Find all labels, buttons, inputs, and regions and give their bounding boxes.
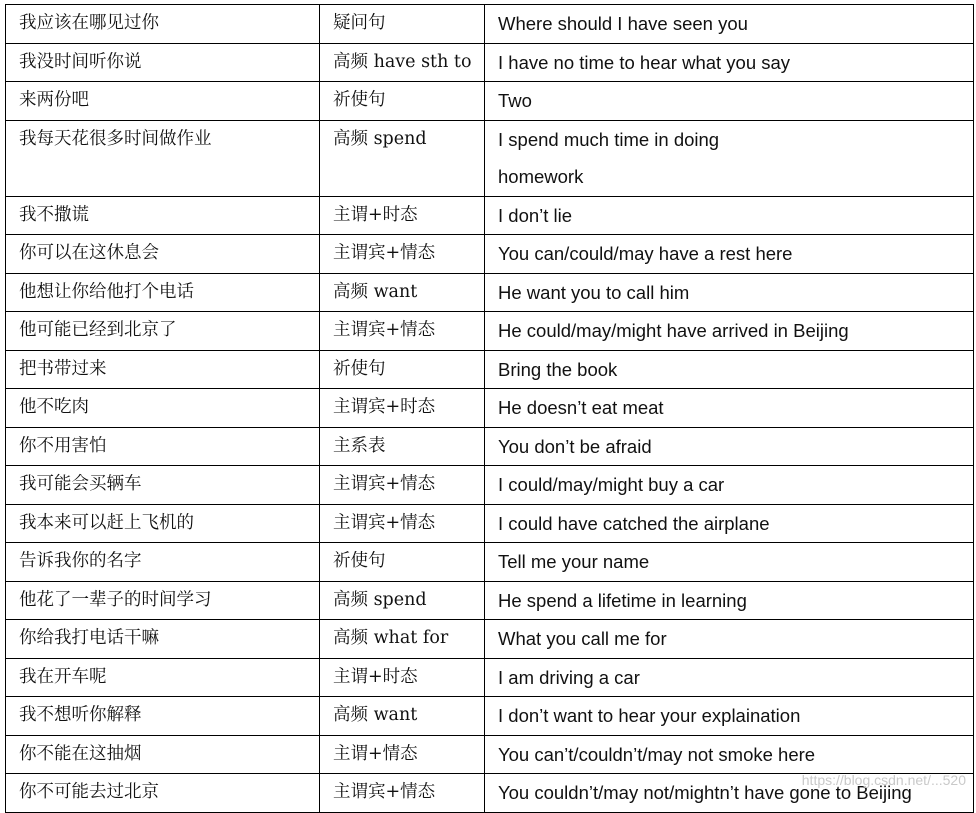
english-sentence-cell: He doesn’t eat meat xyxy=(485,389,974,428)
pattern-cell: 主谓宾+情态 xyxy=(320,774,485,813)
table-row xyxy=(6,581,974,620)
pattern-cell: 疑问句 xyxy=(320,5,485,44)
pattern-cell: 高频 spend xyxy=(320,581,485,620)
chinese-sentence-cell: 我没时间听你说 xyxy=(6,43,320,82)
english-sentence-cell: Bring the book xyxy=(485,350,974,389)
english-sentence-cell: I could have catched the airplane xyxy=(485,504,974,543)
chinese-sentence-cell: 你可以在这休息会 xyxy=(6,235,320,274)
pattern-cell: 主谓宾+情态 xyxy=(320,235,485,274)
chinese-sentence-cell: 我可能会买辆车 xyxy=(6,466,320,505)
table-row xyxy=(6,620,974,659)
table-row xyxy=(6,697,974,736)
english-sentence-cell: I don’t want to hear your explaination xyxy=(485,697,974,736)
chinese-sentence-cell: 他想让你给他打个电话 xyxy=(6,273,320,312)
chinese-sentence-cell: 我每天花很多时间做作业 xyxy=(6,120,320,196)
pattern-cell: 主谓宾+情态 xyxy=(320,312,485,351)
pattern-cell: 高频 what for xyxy=(320,620,485,659)
pattern-cell: 高频 want xyxy=(320,273,485,312)
pattern-cell: 祈使句 xyxy=(320,82,485,121)
english-sentence-cell: You can/could/may have a rest here xyxy=(485,235,974,274)
english-sentence-cell: You don’t be afraid xyxy=(485,427,974,466)
table-row xyxy=(6,504,974,543)
chinese-sentence-cell: 我不想听你解释 xyxy=(6,697,320,736)
chinese-sentence-cell: 你不可能去过北京 xyxy=(6,774,320,813)
chinese-sentence-cell: 你给我打电话干嘛 xyxy=(6,620,320,659)
table-row xyxy=(6,196,974,235)
pattern-cell: 主谓宾+时态 xyxy=(320,389,485,428)
table-row xyxy=(6,735,974,774)
pattern-cell: 主谓宾+情态 xyxy=(320,466,485,505)
english-sentence-cell: Tell me your name xyxy=(485,543,974,582)
table-row xyxy=(6,658,974,697)
chinese-sentence-cell: 告诉我你的名字 xyxy=(6,543,320,582)
table-row xyxy=(6,312,974,351)
english-sentence-cell: He could/may/might have arrived in Beijing xyxy=(485,312,974,351)
chinese-sentence-cell: 我本来可以赶上飞机的 xyxy=(6,504,320,543)
table-row xyxy=(6,427,974,466)
english-sentence-cell xyxy=(485,120,974,196)
chinese-sentence-cell: 我不撒谎 xyxy=(6,196,320,235)
english-sentence-cell: I am driving a car xyxy=(485,658,974,697)
table-row xyxy=(6,273,974,312)
table-row xyxy=(6,82,974,121)
chinese-sentence-cell: 他可能已经到北京了 xyxy=(6,312,320,351)
pattern-cell: 祈使句 xyxy=(320,350,485,389)
chinese-sentence-cell: 我应该在哪见过你 xyxy=(6,5,320,44)
chinese-sentence-cell: 你不能在这抽烟 xyxy=(6,735,320,774)
english-sentence-cell: You can’t/couldn’t/may not smoke here xyxy=(485,735,974,774)
table-row xyxy=(6,466,974,505)
pattern-cell: 主谓宾+情态 xyxy=(320,504,485,543)
chinese-sentence-cell: 把书带过来 xyxy=(6,350,320,389)
table-row xyxy=(6,5,974,44)
english-sentence-cell: I don’t lie xyxy=(485,196,974,235)
pattern-cell: 主谓+情态 xyxy=(320,735,485,774)
pattern-cell: 主系表 xyxy=(320,427,485,466)
table-row xyxy=(6,543,974,582)
sentence-table-body xyxy=(6,5,974,813)
english-sentence-cell: He spend a lifetime in learning xyxy=(485,581,974,620)
sentence-table xyxy=(5,4,974,813)
english-sentence-cell: Where should I have seen you xyxy=(485,5,974,44)
chinese-sentence-cell: 你不用害怕 xyxy=(6,427,320,466)
chinese-sentence-cell: 我在开车呢 xyxy=(6,658,320,697)
pattern-cell: 祈使句 xyxy=(320,543,485,582)
pattern-cell: 高频 spend xyxy=(320,120,485,196)
english-sentence-line: homework xyxy=(498,166,584,187)
pattern-cell: 高频 want xyxy=(320,697,485,736)
pattern-cell: 主谓+时态 xyxy=(320,196,485,235)
table-row xyxy=(6,43,974,82)
table-row xyxy=(6,350,974,389)
watermark: https://blog.csdn.net/...520 xyxy=(801,772,966,788)
english-sentence-cell: He want you to call him xyxy=(485,273,974,312)
pattern-cell: 高频 have sth to xyxy=(320,43,485,82)
english-sentence-line: I spend much time in doing xyxy=(498,128,720,150)
english-sentence-cell: I have no time to hear what you say xyxy=(485,43,974,82)
english-sentence-cell: What you call me for xyxy=(485,620,974,659)
english-sentence-cell: Two xyxy=(485,82,974,121)
english-sentence-cell: I could/may/might buy a car xyxy=(485,466,974,505)
english-sentence-cell: You couldn’t/may not/mightn’t have gone to Beijing xyxy=(485,774,974,813)
chinese-sentence-cell: 来两份吧 xyxy=(6,82,320,121)
chinese-sentence-cell: 他花了一辈子的时间学习 xyxy=(6,581,320,620)
pattern-cell: 主谓+时态 xyxy=(320,658,485,697)
chinese-sentence-cell: 他不吃肉 xyxy=(6,389,320,428)
table-row xyxy=(6,235,974,274)
table-row xyxy=(6,120,974,196)
table-row xyxy=(6,389,974,428)
